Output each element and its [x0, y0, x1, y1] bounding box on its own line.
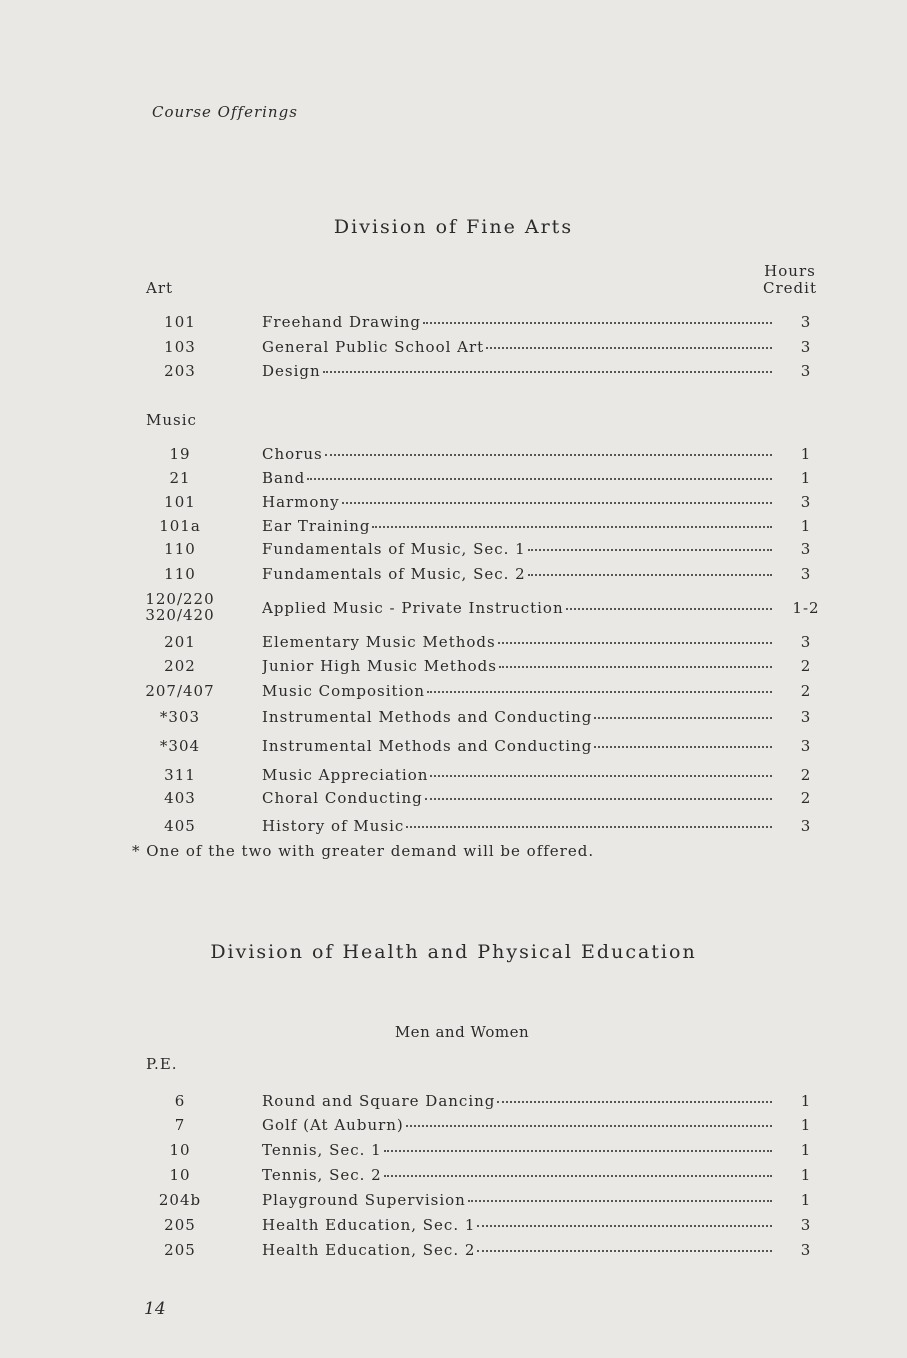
course-credit: 3 [800, 633, 812, 651]
course-row [0, 817, 907, 841]
dot-leader [384, 1175, 772, 1177]
course-credit: 1 [800, 1191, 812, 1209]
course-row [0, 1166, 907, 1190]
dot-leader [468, 1200, 772, 1202]
course-number: 110 [164, 540, 196, 558]
course-row [0, 445, 907, 469]
course-title [262, 493, 772, 511]
dot-leader [594, 746, 772, 748]
course-title [262, 1241, 772, 1259]
running-header: Course Offerings [152, 103, 298, 121]
course-row [0, 590, 907, 624]
course-title [262, 517, 772, 535]
course-number: 21 [169, 469, 191, 487]
category-pe: P.E. [146, 1055, 178, 1073]
course-number: 101 [164, 313, 196, 331]
course-title [262, 469, 772, 487]
course-credit: 3 [800, 338, 812, 356]
course-title [262, 1092, 772, 1110]
course-title [262, 1191, 772, 1209]
course-title-text: Fundamentals of Music, Sec. 2 [262, 565, 526, 583]
course-title-text: Instrumental Methods and Conducting [262, 708, 593, 726]
course-title-text: Music Composition [262, 682, 426, 700]
course-title [262, 540, 772, 558]
course-number: 6 [174, 1092, 186, 1110]
course-row [0, 338, 907, 362]
course-number: 101a [159, 517, 201, 535]
course-title-text: Tennis, Sec. 1 [262, 1141, 382, 1159]
course-title-text: Fundamentals of Music, Sec. 1 [262, 540, 526, 558]
course-title [262, 362, 772, 380]
course-number: 103 [164, 338, 196, 356]
page-number: 14 [144, 1299, 166, 1319]
course-title-text: History of Music [262, 817, 405, 835]
course-credit: 2 [800, 682, 812, 700]
category-music: Music [146, 411, 197, 429]
course-title [262, 737, 772, 755]
course-number: 204b [158, 1191, 202, 1209]
course-title [262, 599, 772, 617]
dot-leader [423, 322, 772, 324]
course-title-text: Choral Conducting [262, 789, 423, 807]
course-number: 110 [164, 565, 196, 583]
course-title [262, 1216, 772, 1234]
course-row [0, 789, 907, 813]
dot-leader [384, 1150, 772, 1152]
course-credit: 3 [800, 493, 812, 511]
course-title [262, 657, 772, 675]
course-title-text: Applied Music - Private Instruction [262, 599, 564, 617]
division-title-health-pe: Division of Health and Physical Education [210, 941, 697, 963]
course-credit: 3 [800, 817, 812, 835]
course-title-text: Playground Supervision [262, 1191, 466, 1209]
dot-leader [566, 608, 772, 610]
course-credit: 2 [800, 766, 812, 784]
dot-leader [594, 717, 772, 719]
course-credit: 2 [800, 657, 812, 675]
course-title-text: Music Appreciation [262, 766, 429, 784]
course-title-text: Health Education, Sec. 2 [262, 1241, 476, 1259]
course-number: 207/407 [145, 682, 215, 700]
course-number: 201 [164, 633, 196, 651]
course-title-text: Elementary Music Methods [262, 633, 496, 651]
dot-leader [497, 1101, 772, 1103]
course-title [262, 565, 772, 583]
course-credit: 3 [800, 1241, 812, 1259]
dot-leader [430, 775, 772, 777]
course-credit: 3 [800, 737, 812, 755]
dot-leader [325, 454, 772, 456]
dot-leader [372, 526, 772, 528]
course-number: 203 [164, 362, 196, 380]
course-credit: 1 [800, 445, 812, 463]
course-credit: 3 [800, 540, 812, 558]
course-row [0, 362, 907, 386]
dot-leader [499, 666, 772, 668]
course-title [262, 708, 772, 726]
hours-credit-header: Hours Credit [763, 262, 817, 297]
course-title [262, 1116, 772, 1134]
division-title-fine-arts: Division of Fine Arts [333, 216, 574, 238]
footnote: * One of the two with greater demand will be offered. [132, 842, 595, 860]
course-title-text: Golf (At Auburn) [262, 1116, 404, 1134]
course-title [262, 817, 772, 835]
course-title-text: General Public School Art [262, 338, 485, 356]
course-row [0, 313, 907, 337]
course-number: 405 [164, 817, 196, 835]
course-title-text: Health Education, Sec. 1 [262, 1216, 476, 1234]
course-credit: 3 [800, 708, 812, 726]
course-row [0, 682, 907, 706]
course-number: 10 [169, 1141, 191, 1159]
course-title-text: Harmony [262, 493, 340, 511]
course-row [0, 737, 907, 761]
course-number: 205 [164, 1216, 196, 1234]
course-credit: 3 [800, 1216, 812, 1234]
course-row [0, 565, 907, 589]
course-row [0, 657, 907, 681]
course-title [262, 789, 772, 807]
course-title [262, 1141, 772, 1159]
course-title [262, 445, 772, 463]
course-credit: 1 [800, 1141, 812, 1159]
course-title-text: Chorus [262, 445, 323, 463]
course-number: 19 [169, 445, 191, 463]
course-number: 205 [164, 1241, 196, 1259]
course-title-text: Freehand Drawing [262, 313, 422, 331]
course-credit: 1-2 [792, 599, 820, 617]
dot-leader [498, 642, 772, 644]
course-title-text: Junior High Music Methods [262, 657, 497, 675]
course-number: 120/220 320/420 [145, 590, 215, 624]
course-credit: 1 [800, 517, 812, 535]
course-credit: 3 [800, 362, 812, 380]
dot-leader [425, 798, 772, 800]
course-row [0, 633, 907, 657]
course-row [0, 493, 907, 517]
course-row [0, 708, 907, 732]
course-title [262, 766, 772, 784]
dot-leader [427, 691, 772, 693]
course-number: 403 [164, 789, 196, 807]
course-title [262, 633, 772, 651]
dot-leader [486, 347, 772, 349]
course-title-text: Ear Training [262, 517, 371, 535]
course-number: 101 [164, 493, 196, 511]
course-credit: 3 [800, 313, 812, 331]
course-row [0, 766, 907, 790]
course-row [0, 1116, 907, 1140]
course-title [262, 1166, 772, 1184]
course-row [0, 1141, 907, 1165]
course-number: 7 [174, 1116, 186, 1134]
course-credit: 1 [800, 469, 812, 487]
course-title-text: Tennis, Sec. 2 [262, 1166, 382, 1184]
dot-leader [406, 826, 772, 828]
course-row [0, 1191, 907, 1215]
course-title [262, 338, 772, 356]
course-title [262, 682, 772, 700]
course-title-text: Design [262, 362, 321, 380]
course-row [0, 1241, 907, 1265]
course-title-text: Band [262, 469, 306, 487]
dot-leader [342, 502, 772, 504]
subtitle-men-and-women: Men and Women [394, 1023, 530, 1041]
dot-leader [477, 1225, 772, 1227]
course-row [0, 1216, 907, 1240]
course-title-text: Round and Square Dancing [262, 1092, 496, 1110]
dot-leader [528, 574, 772, 576]
category-art: Art [146, 279, 174, 297]
course-row [0, 1092, 907, 1116]
course-row [0, 469, 907, 493]
course-credit: 1 [800, 1116, 812, 1134]
course-credit: 3 [800, 565, 812, 583]
course-number: *304 [159, 737, 201, 755]
course-number: *303 [159, 708, 201, 726]
course-credit: 1 [800, 1166, 812, 1184]
dot-leader [477, 1250, 772, 1252]
course-title [262, 313, 772, 331]
course-number: 10 [169, 1166, 191, 1184]
dot-leader [406, 1125, 772, 1127]
course-credit: 2 [800, 789, 812, 807]
course-title-text: Instrumental Methods and Conducting [262, 737, 593, 755]
dot-leader [307, 478, 772, 480]
course-row [0, 517, 907, 541]
course-number: 311 [164, 766, 196, 784]
dot-leader [323, 371, 772, 373]
course-number: 202 [164, 657, 196, 675]
dot-leader [528, 549, 772, 551]
course-credit: 1 [800, 1092, 812, 1110]
course-row [0, 540, 907, 564]
